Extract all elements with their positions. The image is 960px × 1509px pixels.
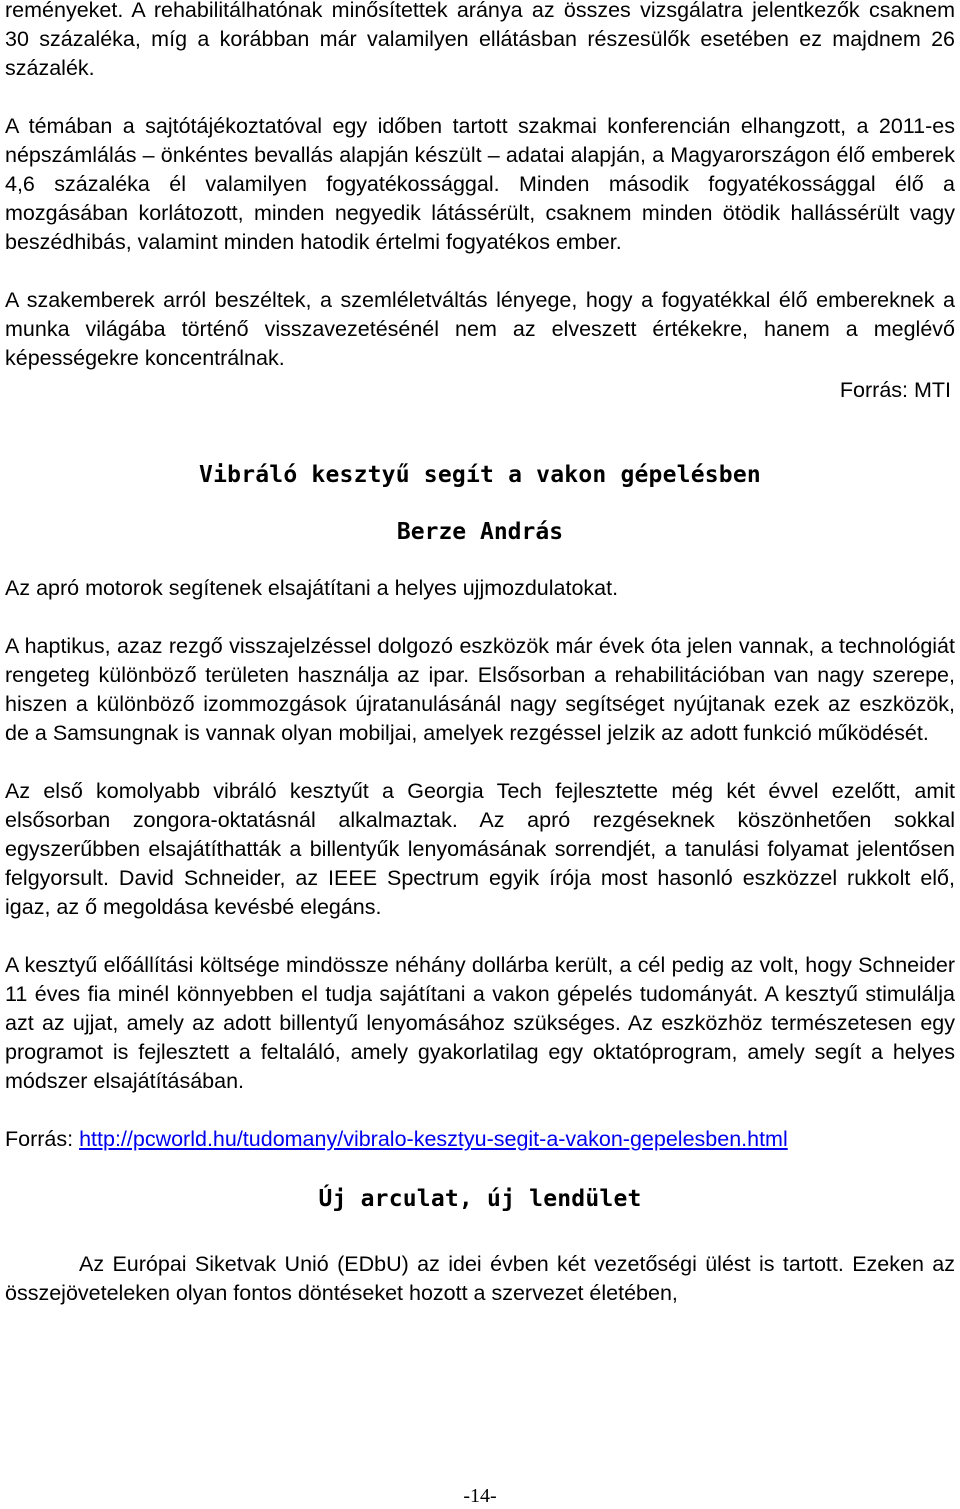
article-lead: Az apró motorok segítenek elsajátítani a helyes ujjmozdulatokat.: [5, 576, 619, 600]
article-title-glove: Vibráló kesztyű segít a vakon gépelésben: [199, 462, 761, 488]
paragraph-rehab-ratio: reményeket. A rehabilitálhatónak minősítettek aránya az összes vizsgálatra jelentkezők csaknem 30 százaléka, míg a korábban már valamilyen ellátásban részesülők esetében ez majdnem 26 százalék.: [5, 0, 955, 80]
paragraph-schneider: A kesztyű előállítási költsége mindössze néhány dollárba került, a cél pedig az volt, hogy Schneider 11 éves fia minél könnyebben el tudja sajátítani a vakon gépelés tudományát. A kesztyű stimulálja azt az ujjat, amely az adott billentyű lenyomásához szükséges. Az eszközhöz természetesen egy programot is fejlesztett a feltaláló, amely gyakorlatilag egy oktatóprogram, amely segít a helyes módszer elsajátításában.: [5, 953, 955, 1093]
document-page: [5, 0, 955, 1308]
paragraph-edbu: Az Európai Siketvak Unió (EDbU) az idei évben két vezetőségi ülést is tartott. Ezeken az összejöveteleken olyan fontos döntéseket hozott a szervezet életében,: [5, 1252, 955, 1305]
article-author: Berze András: [396, 519, 564, 545]
paragraph-experts: A szakemberek arról beszéltek, a szemléletváltás lényege, hogy a fogyatékkal élő embereknek a munka világába történő visszavezetésénél nem az elveszett értékekre, hanem a meglévő képességekre koncentrálnak.: [5, 288, 955, 370]
source-label: Forrás:: [5, 1127, 80, 1151]
article-title-edbu: Új arculat, új lendület: [318, 1186, 642, 1212]
source-line: [5, 1125, 955, 1154]
source-mti: Forrás: MTI: [839, 378, 951, 402]
paragraph-georgia-tech: Az első komolyabb vibráló kesztyűt a Georgia Tech fejlesztette még két évvel ezelőtt, amit elsősorban zongora-oktatásnál alkalmaztak. Az apró rezgéseknek köszönhetően sokkal egyszerűbben elsajátíthatták a billentyűk lenyomásának sorrendjét, a tanulási folyamat jelentősen felgyorsult. David Schneider, az IEEE Spectrum egyik írója most hasonló eszközzel rukkolt elő, igaz, az ő megoldása kevésbé elegáns.: [5, 779, 955, 919]
source-link[interactable]: http://pcworld.hu/tudomany/vibralo-kesztyu-segit-a-vakon-gepelesben.html: [79, 1127, 788, 1151]
page-number: -14-: [463, 1485, 497, 1507]
paragraph-haptic: A haptikus, azaz rezgő visszajelzéssel dolgozó eszközök már évek óta jelen vannak, a technológiát rengeteg különböző területen használja az ipar. Elsősorban a rehabilitációban van nagy szerepe, hiszen a különböző izommozgások újratanulásánál nagy segítséget nyújtanak ezek az eszközök, de a Samsungnak is vannak olyan mobiljai, amelyek rezgéssel jelzik az adott funkció működését.: [5, 634, 955, 745]
paragraph-census: A témában a sajtótájékoztatóval egy időben tartott szakmai konferencián elhangzott, a 2011-es népszámlálás – önkéntes bevallás alapján készült – adatai alapján, a Magyarországon élő emberek 4,6 százaléka él valamilyen fogyatékossággal. Minden második fogyatékossággal élő a mozgásában korlátozott, minden negyedik látássérült, csaknem minden ötödik hallássérült vagy beszédhibás, valamint minden hatodik értelmi fogyatékos ember.: [5, 114, 955, 254]
